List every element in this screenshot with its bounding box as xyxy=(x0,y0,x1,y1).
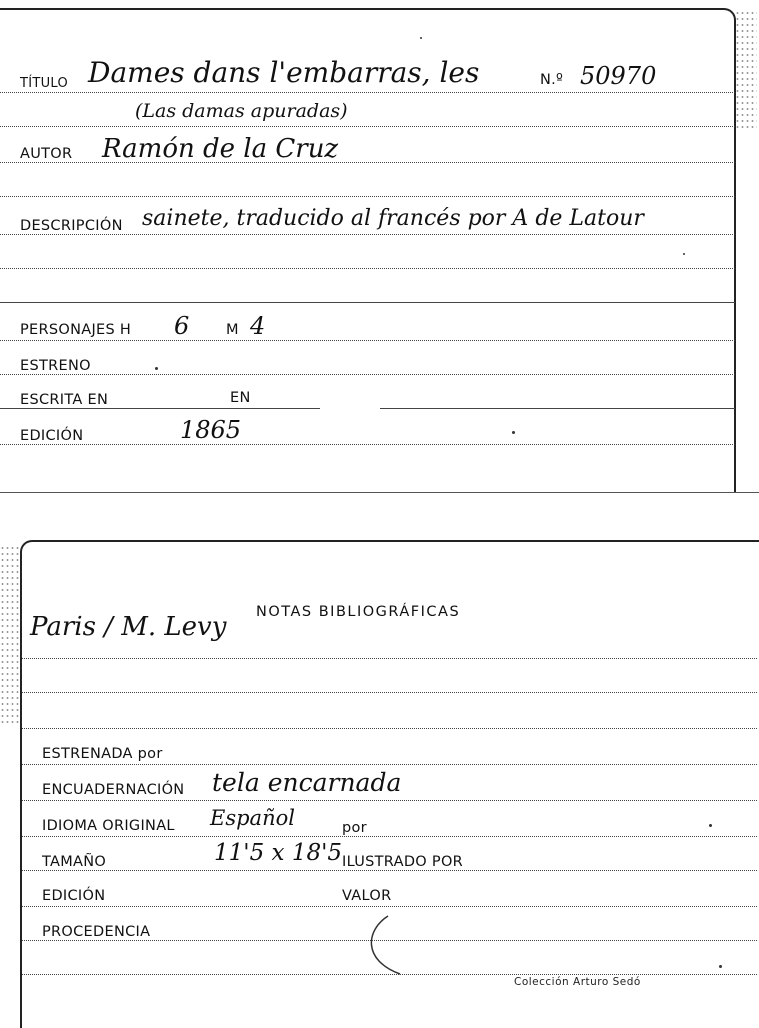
por-label: por xyxy=(342,820,367,836)
rule-line xyxy=(0,196,735,197)
autor-label: AUTOR xyxy=(20,146,73,162)
ilustrado-label: ILUSTRADO POR xyxy=(342,854,464,870)
rule-line xyxy=(0,408,320,409)
rule-line xyxy=(380,408,735,409)
tamano-value: 11'5 x 18'5 xyxy=(214,840,343,866)
numero-value: 50970 xyxy=(580,62,657,90)
descripcion-label: DESCRIPCIÓN xyxy=(20,218,123,234)
en-label: EN xyxy=(230,390,251,406)
escrita-label: ESCRITA EN xyxy=(20,392,109,408)
encuadernacion-value: tela encarnada xyxy=(212,768,402,797)
estreno-label: ESTRENO xyxy=(20,358,91,374)
titulo-label: TÍTULO xyxy=(20,76,69,91)
valor-label: VALOR xyxy=(342,888,392,904)
rule-line xyxy=(22,870,757,871)
titulo-value: Dames dans l'embarras, les xyxy=(88,56,480,89)
rule-line xyxy=(22,658,757,659)
rule-line xyxy=(0,374,735,375)
coleccion-imprint: Colección Arturo Sedó xyxy=(514,976,641,988)
descripcion-value: sainete, traducido al francés por A de Latour xyxy=(142,206,644,231)
personajes-m-value: 4 xyxy=(250,312,266,340)
card-divider xyxy=(0,492,759,493)
rule-line xyxy=(0,302,735,303)
rule-line xyxy=(22,836,757,837)
rule-line xyxy=(22,692,757,693)
autor-value: Ramón de la Cruz xyxy=(102,134,339,164)
speck xyxy=(719,965,722,968)
rule-line xyxy=(0,268,735,269)
rule-line xyxy=(22,800,757,801)
tamano-label: TAMAÑO xyxy=(42,854,107,870)
rule-line xyxy=(22,906,757,907)
speck xyxy=(709,824,712,827)
personajes-h-value: 6 xyxy=(174,312,190,340)
titulo-subtitle: (Las damas apuradas) xyxy=(135,100,348,122)
personajes-m-label: M xyxy=(226,322,239,338)
speck xyxy=(155,367,158,370)
estrenada-label: ESTRENADA por xyxy=(42,746,163,762)
encuadernacion-label: ENCUADERNACIÓN xyxy=(42,782,185,798)
personajes-label: PERSONAJES H xyxy=(20,322,132,338)
paper-edge-texture xyxy=(0,545,22,725)
rule-line xyxy=(0,444,735,445)
rule-line xyxy=(22,728,757,729)
idioma-value: Español xyxy=(210,806,295,830)
edicion-back-label: EDICIÓN xyxy=(42,888,106,904)
rule-line xyxy=(0,92,735,93)
rule-line xyxy=(0,340,735,341)
rule-line xyxy=(0,234,735,235)
numero-label: N.º xyxy=(540,72,564,88)
procedencia-label: PROCEDENCIA xyxy=(42,924,151,940)
paper-edge-texture xyxy=(735,10,757,130)
notas-value: Paris / M. Levy xyxy=(30,612,227,642)
speck xyxy=(683,253,685,255)
speck xyxy=(512,431,515,434)
rule-line xyxy=(22,764,757,765)
speck xyxy=(420,37,422,39)
idioma-label: IDIOMA ORIGINAL xyxy=(42,818,175,834)
edicion-label: EDICIÓN xyxy=(20,428,84,444)
pencil-mark xyxy=(360,910,420,980)
edicion-value: 1865 xyxy=(180,416,242,444)
rule-line xyxy=(0,126,735,127)
notas-heading: NOTAS BIBLIOGRÁFICAS xyxy=(256,604,461,620)
